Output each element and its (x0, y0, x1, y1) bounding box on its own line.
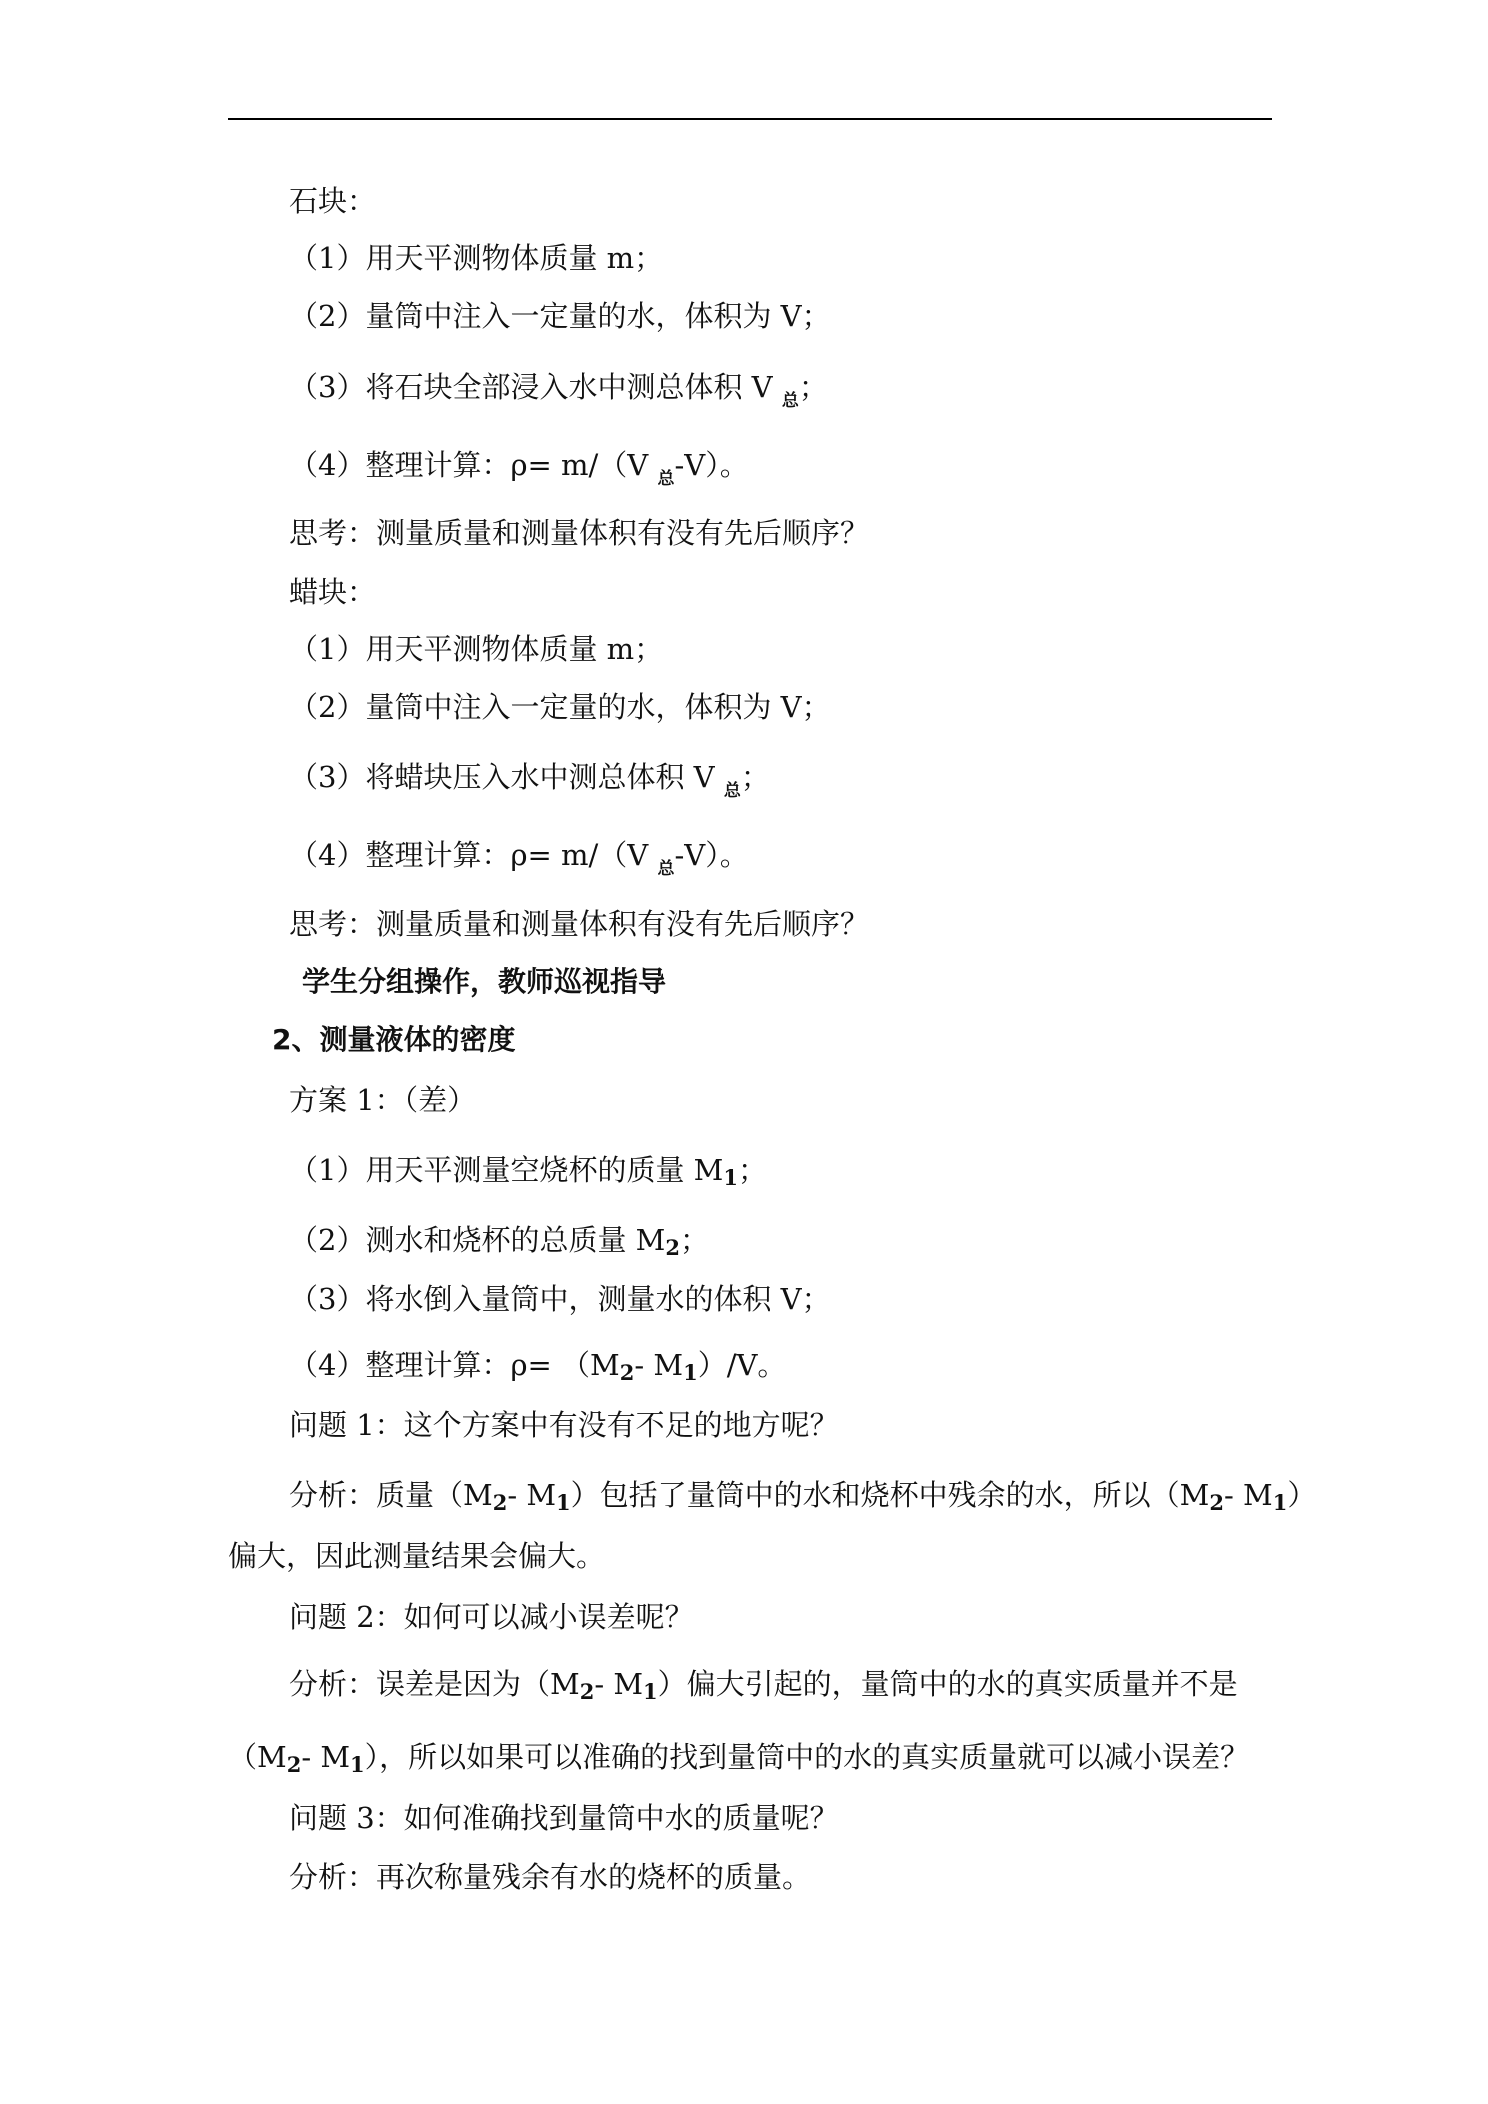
plan-1-heading: 方案 1：（差） (289, 1083, 477, 1117)
stone-step-2: （2）量筒中注入一定量的水，体积为 V； (289, 299, 831, 333)
analysis-1-line-2: 偏大，因此测量结果会偏大。 (228, 1539, 606, 1573)
wax-think: 思考：测量质量和测量体积有没有先后顺序？ (289, 907, 870, 941)
wax-step-4: （4）整理计算：ρ= m/（V $_总$-V）。 (289, 838, 749, 879)
stone-step-1: （1）用天平测物体质量 m； (289, 241, 664, 275)
question-2: 问题 2：如何可以减小误差呢？ (289, 1600, 694, 1634)
plan-step-3: （3）将水倒入量筒中，测量水的体积 V； (289, 1282, 831, 1316)
stone-step-4: （4）整理计算：ρ= m/（V $_总$-V）。 (289, 448, 749, 489)
question-3: 问题 3：如何准确找到量筒中水的质量呢？ (289, 1801, 839, 1835)
analysis-3: 分析：再次称量残余有水的烧杯的质量。 (289, 1860, 812, 1894)
wax-step-3: （3）将蜡块压入水中测总体积 V $_总$； (289, 760, 770, 801)
group-operation-heading: 学生分组操作，教师巡视指导 (302, 965, 667, 998)
wax-step-1: （1）用天平测物体质量 m； (289, 632, 664, 666)
plan-step-4: （4）整理计算：ρ= （M2- M1）/V。 (289, 1348, 787, 1385)
analysis-2-line-1: 分析：误差是因为（M2- M1）偏大引起的，量筒中的水的真实质量并不是 (289, 1667, 1238, 1704)
header-rule (228, 118, 1272, 120)
plan-step-2: （2）测水和烧杯的总质量 M2； (289, 1223, 710, 1260)
stone-think: 思考：测量质量和测量体积有没有先后顺序？ (289, 516, 870, 550)
stone-heading: 石块： (289, 184, 377, 218)
section-2-heading: 2、测量液体的密度 (272, 1023, 516, 1056)
question-1: 问题 1：这个方案中有没有不足的地方呢？ (289, 1408, 839, 1442)
wax-heading: 蜡块： (289, 575, 377, 609)
wax-step-2: （2）量筒中注入一定量的水，体积为 V； (289, 690, 831, 724)
analysis-2-line-2: （M2- M1），所以如果可以准确的找到量筒中的水的真实质量就可以减小误差？ (228, 1740, 1250, 1777)
stone-step-3: （3）将石块全部浸入水中测总体积 V $_总$； (289, 370, 828, 411)
analysis-1-line-1: 分析：质量（M2- M1）包括了量筒中的水和烧杯中残余的水，所以（M2- M1） (289, 1478, 1317, 1515)
plan-step-1: （1）用天平测量空烧杯的质量 M1； (289, 1153, 768, 1190)
